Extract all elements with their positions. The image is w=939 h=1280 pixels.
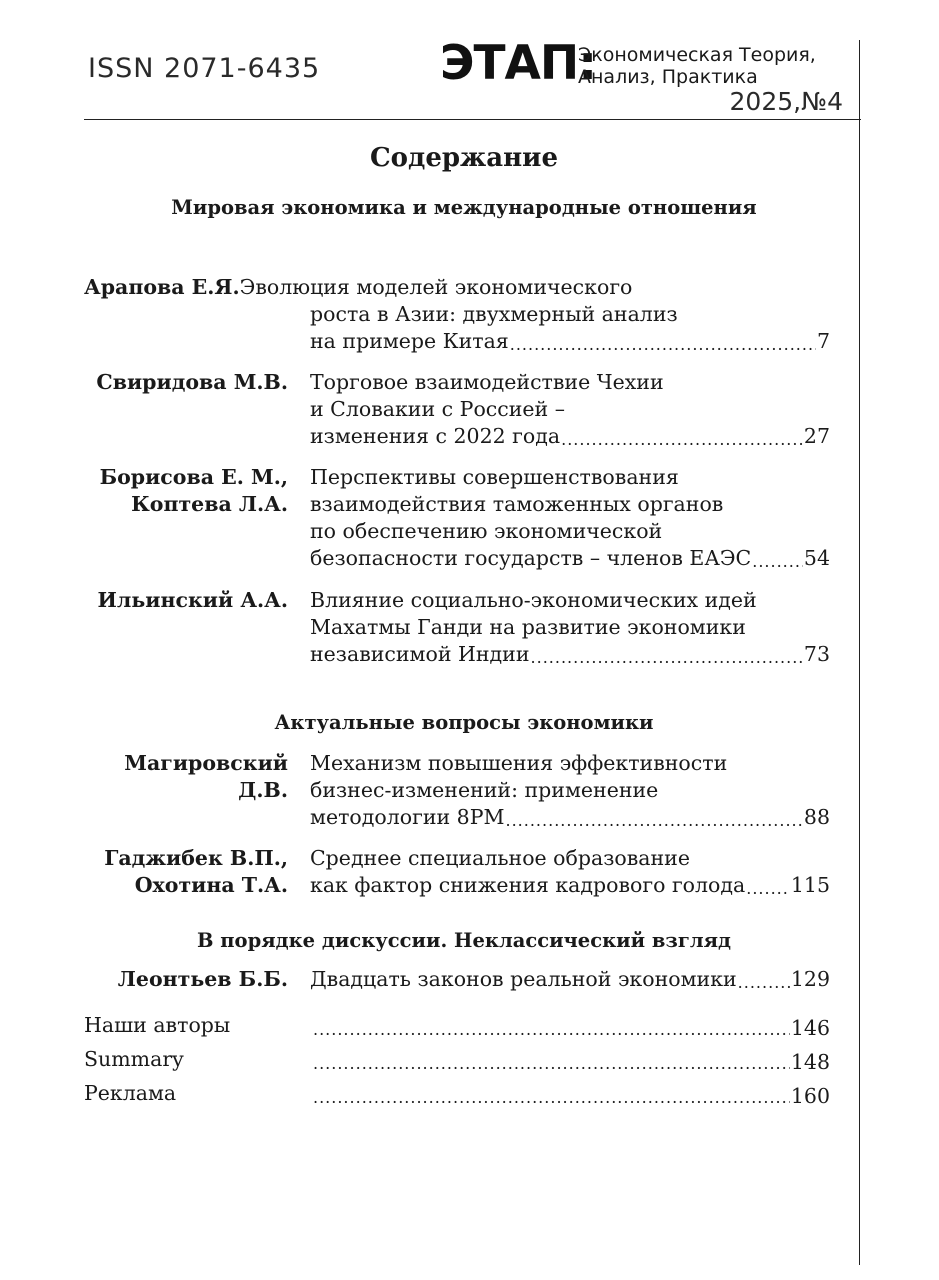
entry-last-line (310, 545, 830, 572)
entry-author: Коптева Л.А. (131, 492, 288, 516)
toc-misc-entry[interactable] (84, 1047, 830, 1077)
journal-subtitle (578, 44, 816, 88)
entry-title-line: Механизм повышения эффективности (310, 751, 728, 775)
toc-entry[interactable] (84, 966, 830, 994)
entry-title (310, 587, 830, 668)
entry-authors (84, 845, 288, 899)
dot-leader (506, 811, 803, 831)
dot-leader (531, 648, 803, 668)
page-number: 146 (790, 1016, 830, 1040)
toc-entry[interactable] (84, 369, 830, 453)
entry-author: Магировский Д.В. (124, 751, 288, 802)
entry-authors (84, 464, 288, 518)
entry-title-line: Махатмы Ганди на развитие экономики (310, 615, 746, 639)
dot-leader (561, 430, 803, 450)
entry-title-line: Среднее специальное образование (310, 846, 690, 870)
misc-leader (312, 1081, 830, 1108)
entry-title (310, 845, 830, 899)
entry-last-line (310, 966, 830, 993)
issn: ISSN 2071-6435 (88, 53, 321, 84)
page-number: 160 (790, 1084, 830, 1108)
misc-leader (312, 1047, 830, 1074)
misc-label: Реклама (84, 1081, 177, 1105)
section-heading: В порядке дискуссии. Неклассический взгляд (197, 929, 731, 952)
journal-subtitle-line-2: Анализ, Практика (578, 66, 758, 88)
page-number: 27 (803, 424, 830, 448)
page-number: 54 (803, 546, 830, 570)
entry-title-line: Эволюция моделей экономического (239, 275, 633, 299)
entry-title-line: независимой Индии (310, 642, 530, 666)
dot-leader (510, 335, 816, 355)
dot-leader (313, 1088, 790, 1108)
toc-entry[interactable] (84, 845, 830, 901)
entry-title-line: Влияние социально-экономических идей (310, 588, 757, 612)
section-heading: Актуальные вопросы экономики (274, 711, 654, 734)
entry-title-line: как фактор снижения кадрового голода (310, 873, 746, 897)
misc-label: Summary (84, 1047, 184, 1071)
entry-title-line: взаимодействия таможенных органов (310, 492, 724, 516)
entry-title-line: по обеспечению экономической (310, 519, 663, 543)
dot-leader (738, 973, 790, 993)
section-heading: Мировая экономика и международные отношения (171, 196, 757, 219)
page-edge-rule (859, 40, 860, 1265)
issue-number: 2025,№4 (729, 87, 843, 116)
page-number: 88 (803, 805, 830, 829)
entry-author: Леонтьев Б.Б. (117, 967, 288, 991)
page-number: 7 (816, 329, 830, 353)
entry-title-line: Двадцать законов реальной экономики (310, 967, 737, 991)
entry-title (310, 301, 830, 355)
entry-title (310, 750, 830, 831)
entry-author: Борисова Е. М., (99, 465, 288, 489)
toc-entry[interactable] (84, 464, 830, 574)
toc-misc-entry[interactable] (84, 1013, 830, 1043)
entry-title (310, 966, 830, 993)
entry-last-line (310, 804, 830, 831)
entry-title (310, 369, 830, 450)
entry-author: Охотина Т.А. (134, 873, 288, 897)
entry-first-line (84, 274, 632, 301)
dot-leader (746, 879, 790, 899)
entry-last-line (310, 328, 830, 355)
entry-title-line: Торговое взаимодействие Чехии (310, 370, 664, 394)
entry-author: Свиридова М.В. (96, 370, 288, 394)
misc-label: Наши авторы (84, 1013, 231, 1037)
entry-author: Арапова Е.Я. (84, 275, 240, 299)
entry-title-line: на примере Китая (310, 329, 509, 353)
journal-subtitle-line-1: Экономическая Теория, (578, 44, 816, 66)
header-divider (84, 119, 861, 120)
entry-title-line: бизнес-изменений: применение (310, 778, 659, 802)
entry-last-line (310, 872, 830, 899)
entry-title-line: и Словакии с Россией – (310, 397, 565, 421)
page-number: 129 (790, 967, 830, 991)
toc-entry[interactable] (84, 587, 830, 671)
page-title: Содержание (369, 143, 559, 173)
dot-leader (313, 1020, 790, 1040)
entry-last-line (310, 423, 830, 450)
entry-title-line: изменения с 2022 года (310, 424, 561, 448)
toc-misc-entry[interactable] (84, 1081, 830, 1111)
journal-logo: ЭТАП: (440, 36, 597, 91)
page-number: 73 (803, 642, 830, 666)
page-number: 115 (790, 873, 830, 897)
entry-title (310, 464, 830, 572)
entry-author: Ильинский А.А. (97, 588, 288, 612)
entry-title-line: методологии 8PM (310, 805, 505, 829)
entry-title-line: безопасности государств – членов ЕАЭС (310, 546, 752, 570)
toc-entry[interactable] (84, 274, 830, 358)
page-number: 148 (790, 1050, 830, 1074)
entry-title-line: Перспективы совершенствования (310, 465, 679, 489)
entry-author: Гаджибек В.П., (104, 846, 288, 870)
entry-last-line (310, 641, 830, 668)
misc-leader (312, 1013, 830, 1040)
toc-entry[interactable] (84, 750, 830, 834)
dot-leader (313, 1054, 790, 1074)
dot-leader (752, 552, 803, 572)
entry-title-line: роста в Азии: двухмерный анализ (310, 302, 678, 326)
